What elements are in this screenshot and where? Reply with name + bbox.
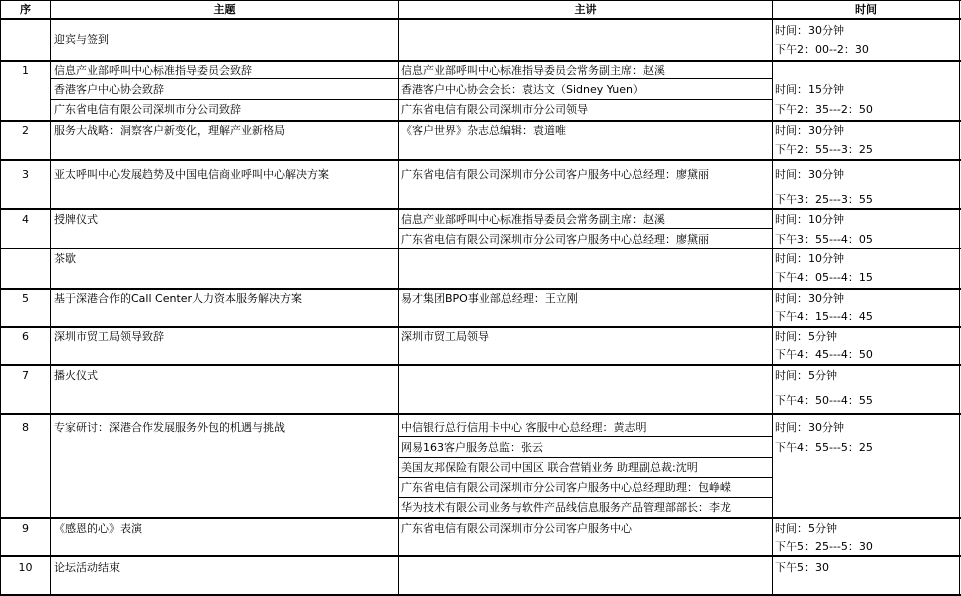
seq-cell: 8	[22, 421, 29, 434]
grid-line	[0, 517, 961, 519]
time-range: 下午2：55---3：25	[775, 143, 873, 156]
grid-line	[0, 0, 961, 1]
time-range: 下午4：55---5：25	[775, 441, 873, 454]
topic-cell: 《感恩的心》表演	[54, 522, 142, 535]
header-topic: 主题	[213, 3, 236, 16]
speaker-cell: 深圳市贸工局领导	[401, 330, 489, 343]
speaker-cell: 易才集团BPO事业部总经理：王立刚	[401, 292, 578, 305]
seq-cell: 10	[18, 561, 33, 574]
time-duration: 时间：30分钟	[775, 24, 844, 37]
time-range: 下午5：25---5：30	[775, 540, 873, 553]
topic-cell: 茶歇	[54, 252, 76, 265]
grid-line	[398, 477, 773, 478]
seq-cell: 1	[22, 64, 29, 77]
grid-line	[772, 0, 773, 596]
time-duration: 时间：30分钟	[775, 292, 844, 305]
grid-line	[398, 99, 773, 100]
time-duration: 时间：30分钟	[775, 421, 844, 434]
topic-cell: 专家研讨：深港合作发展服务外包的机遇与挑战	[54, 421, 285, 434]
time-duration: 时间：10分钟	[775, 252, 844, 265]
topic-cell: 信息产业部呼叫中心标准指导委员会致辞	[54, 64, 252, 77]
grid-line	[50, 78, 399, 79]
speaker-cell: 信息产业部呼叫中心标准指导委员会常务副主席：赵溪	[401, 213, 665, 226]
seq-cell: 2	[22, 124, 29, 137]
seq-cell: 6	[22, 330, 29, 343]
speaker-cell: 华为技术有限公司业务与软件产品线信息服务产品管理部部长：李龙	[401, 501, 731, 514]
topic-cell: 授牌仪式	[54, 213, 98, 226]
topic-cell: 香港客户中心协会致辞	[54, 83, 164, 96]
topic-cell: 亚太呼叫中心发展趋势及中国电信商业呼叫中心解决方案	[54, 168, 329, 181]
grid-line	[398, 228, 773, 229]
topic-cell: 播火仪式	[54, 369, 98, 382]
speaker-cell: 信息产业部呼叫中心标准指导委员会常务副主席：赵溪	[401, 64, 665, 77]
time-duration: 时间：5分钟	[775, 369, 837, 382]
speaker-cell: 《客户世界》杂志总编辑：袁道唯	[401, 124, 566, 137]
grid-line	[0, 248, 961, 249]
time-duration: 时间：15分钟	[775, 83, 844, 96]
topic-cell: 服务大战略：洞察客户新变化，理解产业新格局	[54, 124, 285, 137]
grid-line	[398, 497, 773, 498]
grid-line	[0, 555, 961, 557]
time-range: 下午4：15---4：45	[775, 310, 873, 323]
topic-cell: 深圳市贸工局领导致辞	[54, 330, 164, 343]
seq-cell: 9	[22, 522, 29, 535]
seq-cell: 7	[22, 369, 29, 382]
speaker-cell: 广东省电信有限公司深圳市分公司领导	[401, 103, 588, 116]
time-range: 下午4：50---4：55	[775, 394, 873, 407]
time-range: 下午4：05---4：15	[775, 271, 873, 284]
seq-cell: 3	[22, 168, 29, 181]
time-range: 下午2：00--2：30	[775, 43, 869, 56]
topic-cell: 迎宾与签到	[54, 33, 109, 46]
time-range: 下午5：30	[775, 561, 829, 574]
time-duration: 时间：5分钟	[775, 522, 837, 535]
grid-line	[0, 120, 961, 122]
time-range: 下午4：45---4：50	[775, 348, 873, 361]
grid-line	[0, 364, 961, 366]
grid-line	[0, 159, 961, 161]
grid-line	[959, 0, 960, 596]
topic-cell: 广东省电信有限公司深圳市分公司致辞	[54, 103, 241, 116]
topic-cell: 论坛活动结束	[54, 561, 120, 574]
header-seq: 序	[20, 3, 31, 16]
grid-line	[0, 326, 961, 328]
time-range: 下午3：25---3：55	[775, 193, 873, 206]
grid-line	[398, 0, 399, 596]
seq-cell: 5	[22, 292, 29, 305]
grid-line	[0, 208, 961, 210]
time-range: 下午3：55---4：05	[775, 233, 873, 246]
grid-line	[0, 288, 961, 290]
speaker-cell: 广东省电信有限公司深圳市分公司客户服务中心总经理助理：包峥嵘	[401, 481, 731, 494]
grid-line	[0, 60, 961, 62]
time-duration: 时间：30分钟	[775, 124, 844, 137]
grid-line	[50, 0, 51, 596]
speaker-cell: 网易163客户服务总监：张云	[401, 441, 543, 454]
time-range: 下午2：35---2：50	[775, 103, 873, 116]
grid-line	[398, 457, 773, 458]
speaker-cell: 香港客户中心协会会长：袁达文（Sidney Yuen）	[401, 83, 644, 96]
speaker-cell: 美国友邦保险有限公司中国区 联合营销业务 助理副总裁:沈明	[401, 461, 698, 474]
header-speaker: 主讲	[574, 3, 597, 16]
speaker-cell: 广东省电信有限公司深圳市分公司客户服务中心	[401, 522, 632, 535]
speaker-cell: 广东省电信有限公司深圳市分公司客户服务中心总经理：廖黛丽	[401, 233, 709, 246]
grid-line	[398, 78, 773, 79]
grid-line	[50, 99, 399, 100]
header-time: 时间	[855, 3, 877, 16]
grid-line	[0, 18, 961, 20]
seq-cell: 4	[22, 213, 29, 226]
time-duration: 时间：10分钟	[775, 213, 844, 226]
speaker-cell: 中信银行总行信用卡中心 客服中心总经理：黄志明	[401, 421, 647, 434]
grid-line	[398, 436, 773, 437]
topic-cell: 基于深港合作的Call Center人力资本服务解决方案	[54, 292, 303, 305]
time-duration: 时间：30分钟	[775, 168, 844, 181]
speaker-cell: 广东省电信有限公司深圳市分公司客户服务中心总经理：廖黛丽	[401, 168, 709, 181]
time-duration: 时间：5分钟	[775, 330, 837, 343]
grid-line	[0, 413, 961, 415]
